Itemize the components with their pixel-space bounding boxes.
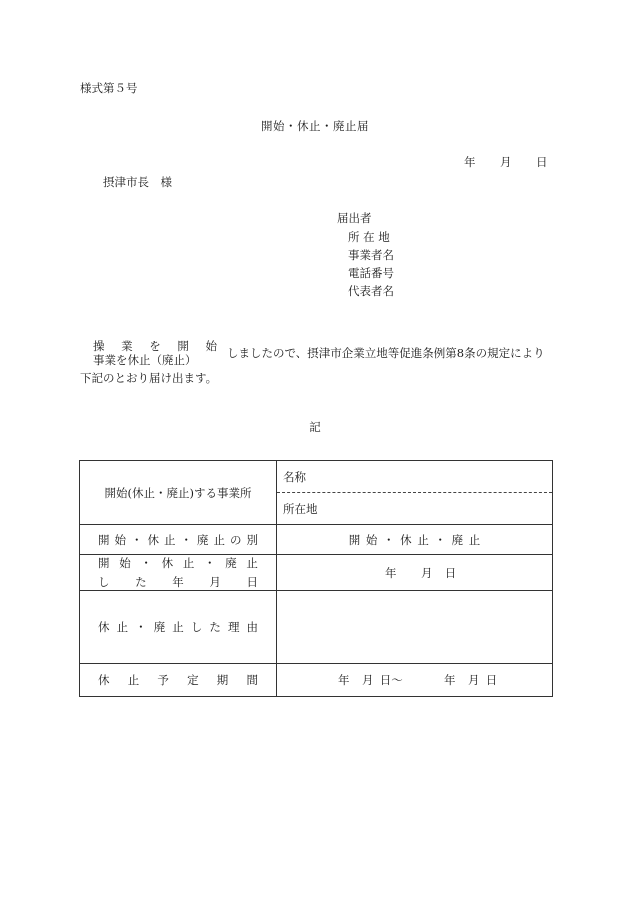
form-number: 様式第５号 [80,81,138,95]
option-suspend-business: 事業を休止（廃止） [93,353,197,367]
statement-sentence-continued: 下記のとおり届け出ます。 [80,371,218,385]
date-day: 日 [536,155,548,169]
notifier-representative-label: 代表者名 [348,284,394,298]
type-options[interactable]: 開 始 ・ 休 止 ・ 廃 止 [277,525,553,555]
business-name-label: 名称 [283,469,306,484]
reason-field[interactable] [277,591,553,664]
option-start-operation: 操 業 を 開 始 [93,339,217,353]
business-name-field[interactable] [277,461,552,493]
date-line [464,157,548,169]
notifier-address-label: 所 在 地 [348,230,390,244]
date-month: 月 [500,155,512,169]
table-row [80,555,553,591]
table-row [80,461,553,525]
date-label: 開 始 ・ 休 止 ・ 廃 止 し た 年 月 日 [80,555,277,591]
date-year: 年 [464,155,476,169]
notifier-heading: 届出者 [337,211,372,225]
document-title: 開始・休止・廃止届 [261,119,369,133]
notifier-phone-label: 電話番号 [348,266,394,280]
notifier-company-label: 事業者名 [348,248,394,262]
ki-heading: 記 [309,420,321,434]
statement-sentence: しましたので、摂津市企業立地等促進条例第8条の規定により [227,346,545,360]
business-address-field[interactable] [277,493,552,524]
details-table [79,460,553,697]
date-value-field[interactable]: 年 月 日 [277,555,553,591]
period-value-field[interactable]: 年 月 日～ 年 月 日 [277,664,553,697]
reason-label: 休 止 ・ 廃 止 し た 理 由 [80,591,277,664]
business-address-label: 所在地 [283,501,318,516]
type-label: 開 始 ・ 休 止 ・ 廃 止 の 別 [80,525,277,555]
table-row [80,525,553,555]
addressee: 摂津市長 様 [103,175,172,189]
period-label: 休 止 予 定 期 間 [80,664,277,697]
business-site-label: 開始(休止・廃止)する事業所 [80,461,277,525]
table-row [80,591,553,664]
table-row [80,664,553,697]
